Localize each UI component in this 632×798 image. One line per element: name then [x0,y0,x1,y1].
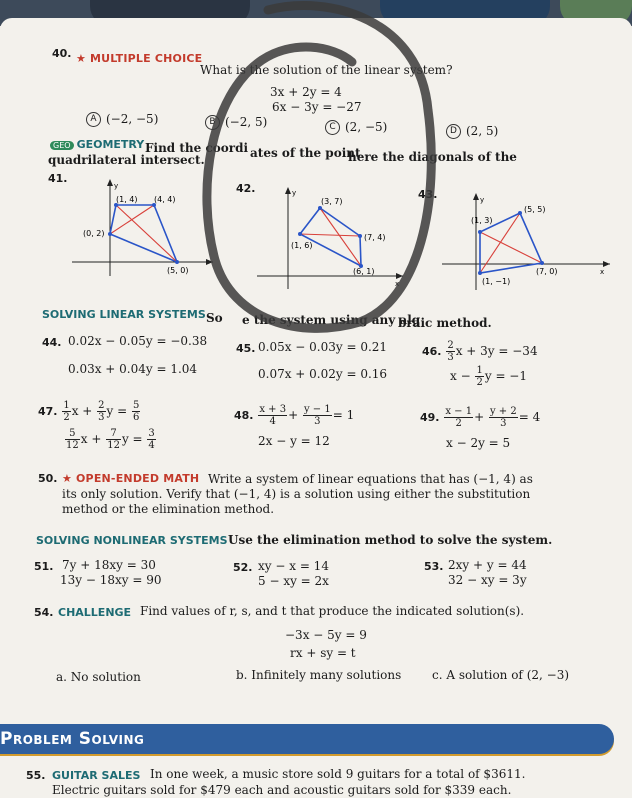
p46-eq2: x − $\frac{1}{2}$ y = −1 [450,365,527,388]
svg-text:x: x [395,280,400,288]
q54-eq1: −3x − 5y = 9 [285,628,367,642]
nonlinear-heading: SOLVING NONLINEAR SYSTEMS [36,534,228,547]
linear-heading: SOLVING LINEAR SYSTEMS [42,308,206,321]
p46-eq1: 46. $\frac{2}{3}$ x + 3y = −34 [422,340,538,363]
p53-eq1: 2xy + y = 44 [448,558,527,572]
choice-b[interactable]: B (−2, 5) [205,115,267,130]
q54-tag: CHALLENGE [58,606,132,619]
q50-line1: Write a system of linear equations that has (−1, 4) as [208,472,533,486]
choice-d[interactable]: D (2, 5) [446,124,498,139]
geometry-text-d: quadrilateral intersect. [48,153,205,167]
p53-number: 53. [424,560,444,573]
q40-number: 40. [52,47,72,60]
q55-tag: GUITAR SALES [52,769,141,782]
choice-c[interactable]: C (2, −5) [325,120,387,135]
p51-eq1: 7y + 18xy = 30 [62,558,156,572]
nonlinear-instr: Use the elimination method to solve the system. [228,533,553,547]
star-icon: ★ [76,52,87,65]
geometry-heading: GEO GEOMETRY [50,137,144,151]
q54-part-a: a. No solution [56,670,141,684]
p48-eq2: 2x − y = 12 [258,434,330,448]
svg-text:x: x [600,268,605,276]
g41-label: (0, 2) [83,229,105,238]
p47-eq2: $\frac{5}{12}$ x + $\frac{7}{12}$ y = $\frac{3}{4}$ [66,428,155,451]
q50-number: 50. [38,472,58,485]
g42-number: 42. [236,182,256,195]
linear-instr-c: braic method. [398,316,492,330]
p49-eq2: x − 2y = 5 [446,436,511,450]
g41-number: 41. [48,172,68,185]
g43-number: 43. [418,188,438,201]
g41-label: (5, 0) [167,266,189,275]
q55-number: 55. [26,769,46,782]
svg-text:y: y [292,189,297,197]
svg-text:y: y [480,196,485,204]
g43-label: (7, 0) [536,267,558,276]
p51-eq2: 13y − 18xy = 90 [60,573,162,587]
g42-label: (7, 4) [364,233,386,242]
g42-label: (1, 6) [291,241,313,250]
q50-line3: method or the elimination method. [62,502,275,516]
p49-eq1: 49. $\frac{x - 1}{2}$ + $\frac{y + 2}{3}$ = 4 [420,406,541,429]
q54-number: 54. [34,606,54,619]
q54-part-c: c. A solution of (2, −3) [432,668,570,682]
linear-instr-b: e the system using any alg [242,313,421,327]
p53-eq2: 32 − xy = 3y [448,573,527,587]
q50-tag: OPEN-ENDED MATH [76,472,200,485]
g41-label: (1, 4) [116,195,138,204]
p45-number: 45. [236,342,256,355]
p44-number: 44. [42,336,62,349]
linear-instr-a: So [206,311,223,325]
q50-line2: its only solution. Verify that (−1, 4) is a solution using either the substitution [62,487,531,501]
p44-eq2: 0.03x + 0.04y = 1.04 [68,362,198,376]
geometry-text-a: Find the coordi [145,141,249,155]
q40-text: What is the solution of the linear system? [200,63,453,77]
geometry-text-c: here the diagonals of the [348,150,517,164]
q40-eq2: 6x − 3y = −27 [272,100,362,114]
q54-part-b: b. Infinitely many solutions [236,668,402,682]
g41-label: (4, 4) [154,195,176,204]
q55-line2: Electric guitars sold for $479 each and acoustic guitars sold for $339 each. [52,783,512,797]
q54-text: Find values of r, s, and t that produce the indicated solution(s). [140,604,525,618]
g43-label: (1, −1) [482,277,511,286]
q40-tag: MULTIPLE CHOICE [90,52,203,65]
geometry-text-b: ates of the point [250,146,361,160]
p52-eq2: 5 − xy = 2x [258,574,329,588]
geometry-icon: GEO [50,141,74,150]
p51-number: 51. [34,560,54,573]
q55-line1: In one week, a music store sold 9 guitars for a total of $3611. [150,767,526,781]
p45-eq2: 0.07x + 0.02y = 0.16 [258,367,388,381]
choice-a[interactable]: A (−2, −5) [86,112,158,127]
q54-eq2: rx + sy = t [290,646,356,660]
p44-eq1: 0.02x − 0.05y = −0.38 [68,334,208,348]
problem-solving-label: Problem Solving [0,729,145,749]
p52-eq1: xy − x = 14 [258,559,329,573]
g42-label: (3, 7) [321,197,343,206]
p45-eq1: 0.05x − 0.03y = 0.21 [258,340,388,354]
q40-eq1: 3x + 2y = 4 [270,85,342,99]
p48-eq1: 48. $\frac{x + 3}{4}$ + $\frac{y - 1}{3}$ = 1 [234,404,355,427]
g43-label: (1, 3) [471,216,493,225]
g42-label: (6, 1) [353,267,375,276]
p47-eq1: 47. $\frac{1}{2}$ x + $\frac{2}{3}$ y = $\frac{5}{6}$ [38,400,140,423]
star-icon: ★ [62,472,73,485]
svg-text:y: y [114,182,119,190]
p52-number: 52. [233,561,253,574]
g43-label: (5, 5) [524,205,546,214]
